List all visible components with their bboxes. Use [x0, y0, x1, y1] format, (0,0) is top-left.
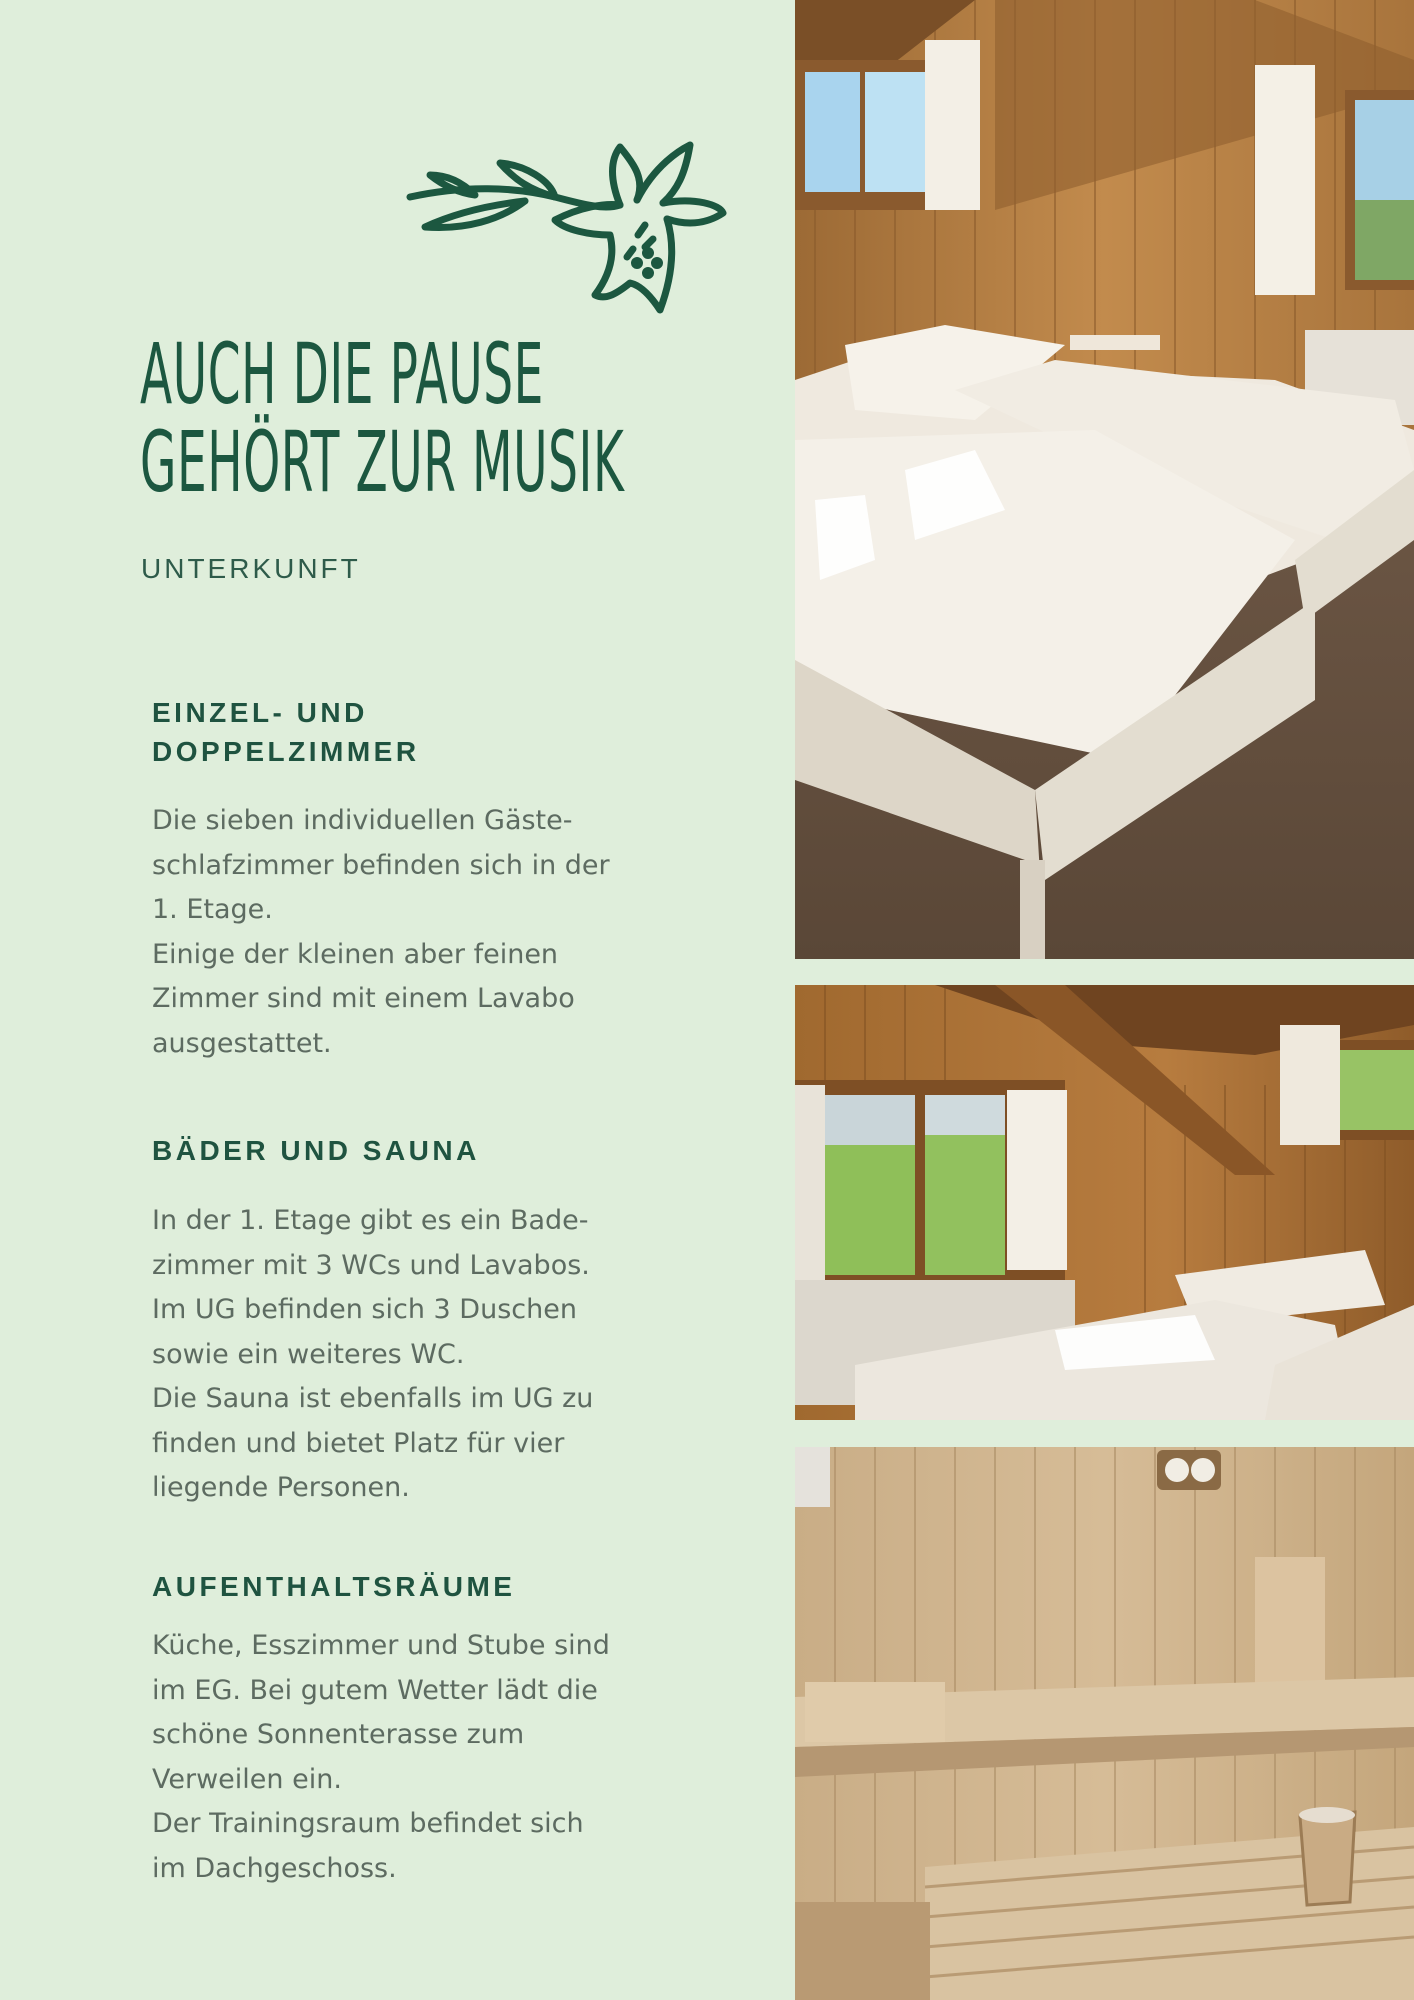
page-title	[140, 325, 625, 511]
section-heading-rooms-line-2: DOPPELZIMMER	[152, 736, 420, 767]
section-heading-rooms-line-1: EINZEL- UND	[152, 697, 368, 728]
flower-icon	[405, 135, 730, 345]
section-text-lounges: Küche, Esszimmer und Stube sind im EG. Bei gutem Wetter lädt die schöne Sonnenterasse zum Verweilen ein. Der Trainingsraum befindet sich im Dachgeschoss.	[152, 1630, 610, 1884]
section-text-baths: In der 1. Etage gibt es ein Bade- zimmer mit 3 WCs und Lavabos. Im UG befinden sich 3 Duschen sowie ein weiteres WC. Die Sauna ist ebenfalls im UG zu finden und bietet Platz für vier liegende Personen.	[152, 1205, 594, 1503]
section-heading-lounges-line-1: AUFENTHALTSRÄUME	[152, 1571, 516, 1602]
title-line-1: AUCH DIE PAUSE	[140, 325, 544, 423]
page-subtitle: UNTERKUNFT	[141, 553, 361, 584]
section-heading-rooms	[152, 693, 672, 771]
bedroom-photo-double-beds	[795, 0, 1414, 959]
section-heading-lounges	[152, 1567, 672, 1606]
section-text-rooms: Die sieben individuellen Gäste- schlafzimmer befinden sich in der 1. Etage. Einige der kleinen aber feinen Zimmer sind mit einem Lavabo ausgestattet.	[152, 805, 610, 1059]
section-heading-baths	[152, 1131, 672, 1170]
title-line-2: GEHÖRT ZUR MUSIK	[140, 413, 625, 511]
bedroom-photo-window	[795, 985, 1414, 1420]
section-heading-baths-line-1: BÄDER UND SAUNA	[152, 1135, 480, 1166]
sauna-photo	[795, 1447, 1414, 2000]
